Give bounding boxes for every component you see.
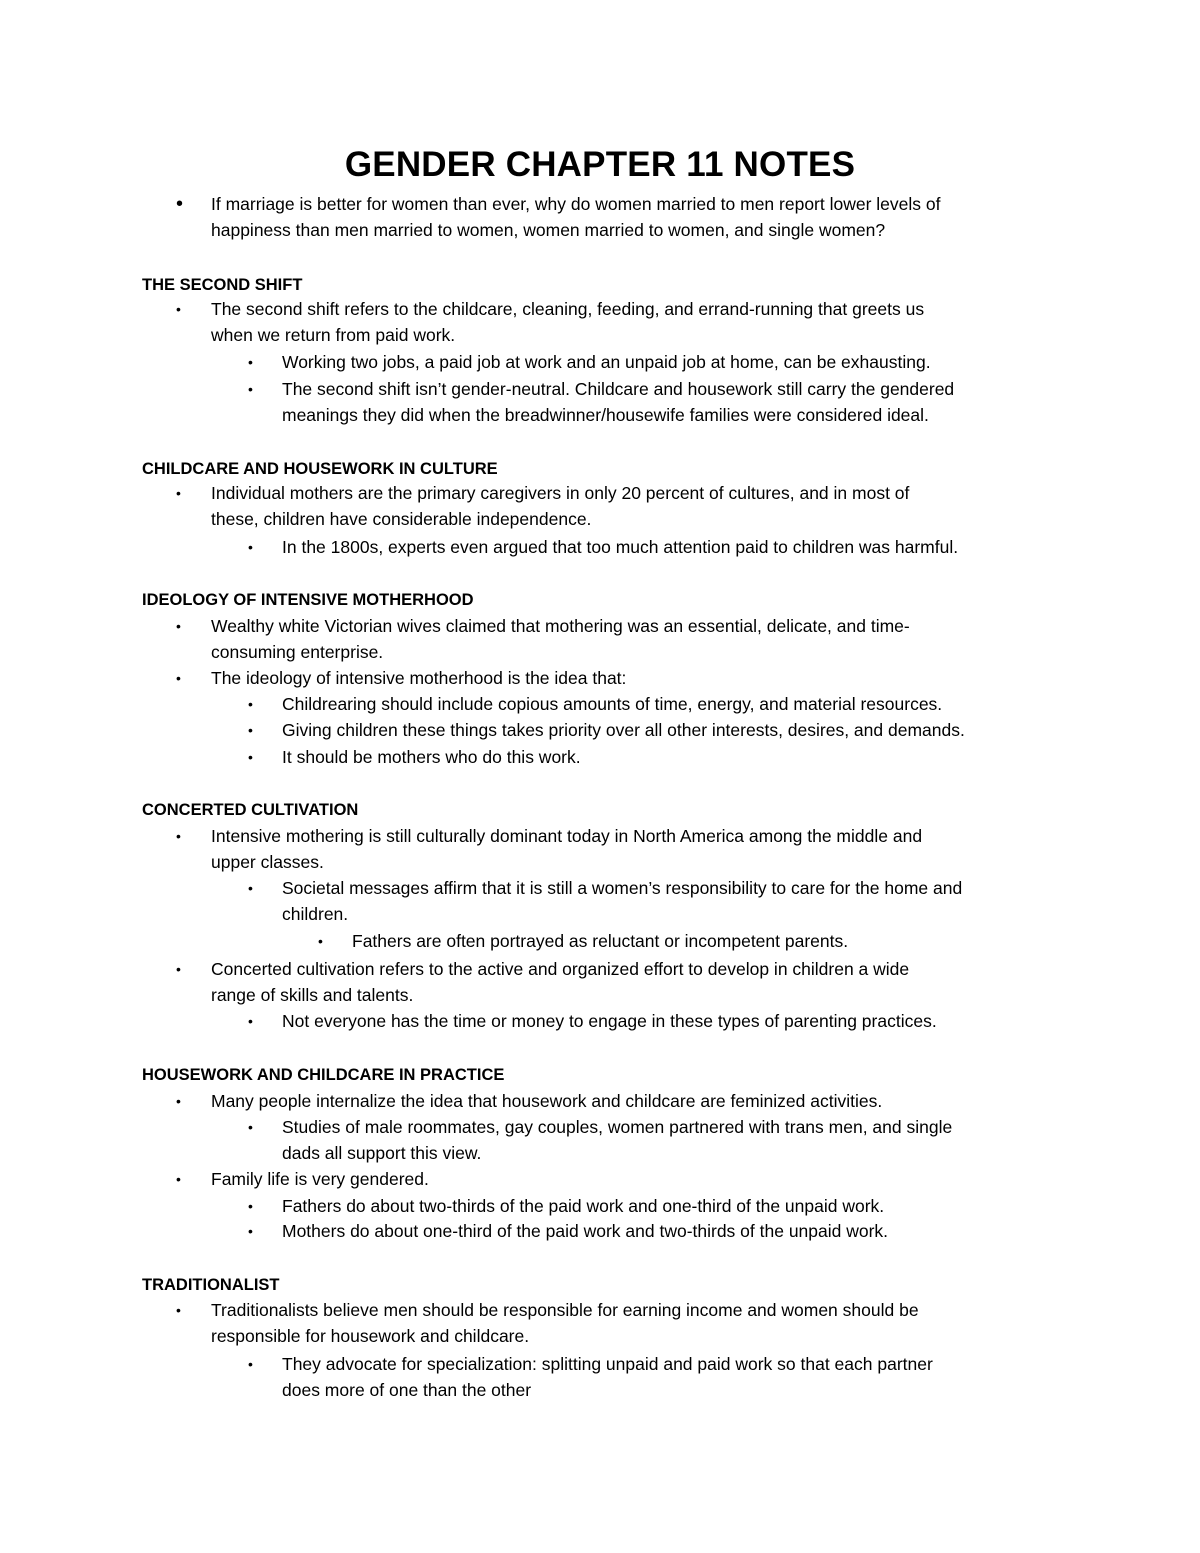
list-item-line: The ideology of intensive motherhood is the idea that:	[211, 668, 627, 688]
bullet-icon: •	[248, 749, 253, 765]
list-item-line: The second shift isn’t gender-neutral. Childcare and housework still carry the gendered	[282, 379, 955, 399]
list-item	[176, 823, 923, 875]
section-heading-concerted-cultivation: CONCERTED CULTIVATION	[142, 801, 359, 819]
bullet-icon: •	[318, 933, 323, 949]
list-item-line: It should be mothers who do this work.	[282, 747, 581, 767]
bullet-icon: •	[176, 485, 181, 501]
list-item-line: Societal messages affirm that it is still a women’s responsibility to care for the home and	[282, 878, 963, 898]
intro-question	[176, 191, 941, 243]
list-item	[248, 691, 943, 717]
list-item-line: Fathers do about two-thirds of the paid work and one-third of the unpaid work.	[282, 1196, 885, 1216]
list-item	[248, 376, 955, 428]
bullet-icon: •	[248, 722, 253, 738]
list-item	[176, 480, 910, 532]
list-item	[248, 1114, 953, 1166]
list-item-line: Many people internalize the idea that housework and childcare are feminized activities.	[211, 1091, 883, 1111]
list-item	[248, 744, 581, 770]
list-item-line: Working two jobs, a paid job at work and an unpaid job at home, can be exhausting.	[282, 352, 931, 372]
section-heading-housework-practice: HOUSEWORK AND CHILDCARE IN PRACTICE	[142, 1066, 505, 1084]
bullet-icon: •	[176, 618, 181, 634]
list-item-line: Individual mothers are the primary caregivers in only 20 percent of cultures, and in most of	[211, 483, 910, 503]
list-item-line: Intensive mothering is still culturally dominant today in North America among the middle and	[211, 826, 923, 846]
list-item-line: They advocate for specialization: splitting unpaid and paid work so that each partner	[282, 1354, 933, 1374]
list-item	[318, 928, 849, 954]
list-item	[176, 1166, 429, 1192]
list-item	[248, 1008, 937, 1034]
bullet-icon: •	[248, 1013, 253, 1029]
bullet-icon: •	[176, 828, 181, 844]
list-item	[176, 1297, 919, 1349]
document-title: GENDER CHAPTER 11 NOTES	[344, 145, 856, 184]
list-item-line: consuming enterprise.	[211, 642, 384, 662]
list-item-line: range of skills and talents.	[211, 985, 414, 1005]
bullet-icon: •	[248, 354, 253, 370]
list-item	[248, 1218, 889, 1244]
list-item-line: Fathers are often portrayed as reluctant or incompetent parents.	[352, 931, 849, 951]
list-item-line: Family life is very gendered.	[211, 1169, 429, 1189]
list-item-line: children.	[282, 904, 349, 924]
list-item	[248, 349, 931, 375]
bullet-icon: •	[176, 301, 181, 317]
section-heading-childcare-culture: CHILDCARE AND HOUSEWORK IN CULTURE	[142, 460, 498, 478]
list-item-line: Mothers do about one-third of the paid work and two-thirds of the unpaid work.	[282, 1221, 889, 1241]
bullet-icon: •	[176, 193, 184, 215]
bullet-icon: •	[176, 1093, 181, 1109]
bullet-icon: •	[248, 1223, 253, 1239]
list-item-line: The second shift refers to the childcare, cleaning, feeding, and errand-running that greets us	[211, 299, 925, 319]
bullet-icon: •	[248, 1356, 253, 1372]
bullet-icon: •	[248, 880, 253, 896]
intro-line-2: happiness than men married to women, women married to women, and single women?	[211, 220, 886, 240]
bullet-icon: •	[248, 381, 253, 397]
intro-line-1: If marriage is better for women than ever, why do women married to men report lower levels of	[211, 194, 941, 214]
bullet-icon: •	[248, 1198, 253, 1214]
list-item-line: Childrearing should include copious amounts of time, energy, and material resources.	[282, 694, 943, 714]
bullet-icon: •	[176, 1302, 181, 1318]
list-item-line: Traditionalists believe men should be responsible for earning income and women should be	[211, 1300, 919, 1320]
list-item-line: Studies of male roommates, gay couples, women partnered with trans men, and single	[282, 1117, 953, 1137]
list-item	[176, 296, 925, 348]
list-item-line: upper classes.	[211, 852, 324, 872]
list-item-line: dads all support this view.	[282, 1143, 482, 1163]
bullet-icon: •	[248, 539, 253, 555]
bullet-icon: •	[176, 961, 181, 977]
list-item-line: does more of one than the other	[282, 1380, 532, 1400]
bullet-icon: •	[176, 1171, 181, 1187]
list-item	[176, 1088, 883, 1114]
list-item-line: meanings they did when the breadwinner/housewife families were considered ideal.	[282, 405, 929, 425]
list-item	[248, 1351, 933, 1403]
list-item-line: Wealthy white Victorian wives claimed that mothering was an essential, delicate, and time-	[211, 616, 910, 636]
bullet-icon: •	[248, 1119, 253, 1135]
list-item-line: Not everyone has the time or money to engage in these types of parenting practices.	[282, 1011, 937, 1031]
list-item	[248, 1193, 885, 1219]
list-item-line: In the 1800s, experts even argued that too much attention paid to children was harmful.	[282, 537, 959, 557]
list-item	[176, 613, 910, 665]
list-item	[176, 665, 627, 691]
list-item	[248, 534, 959, 560]
list-item-line: when we return from paid work.	[211, 325, 456, 345]
list-item-line: Concerted cultivation refers to the active and organized effort to develop in children a wide	[211, 959, 910, 979]
list-item	[248, 875, 963, 927]
list-item-line: responsible for housework and childcare.	[211, 1326, 530, 1346]
list-item-line: Giving children these things takes priority over all other interests, desires, and demands.	[282, 720, 965, 740]
list-item-line: these, children have considerable independence.	[211, 509, 592, 529]
list-item	[248, 717, 965, 743]
bullet-icon: •	[248, 696, 253, 712]
bullet-icon: •	[176, 670, 181, 686]
list-item	[176, 956, 910, 1008]
section-heading-traditionalist: TRADITIONALIST	[142, 1276, 280, 1294]
section-heading-second-shift: THE SECOND SHIFT	[142, 276, 303, 294]
section-heading-intensive-motherhood: IDEOLOGY OF INTENSIVE MOTHERHOOD	[142, 591, 474, 609]
